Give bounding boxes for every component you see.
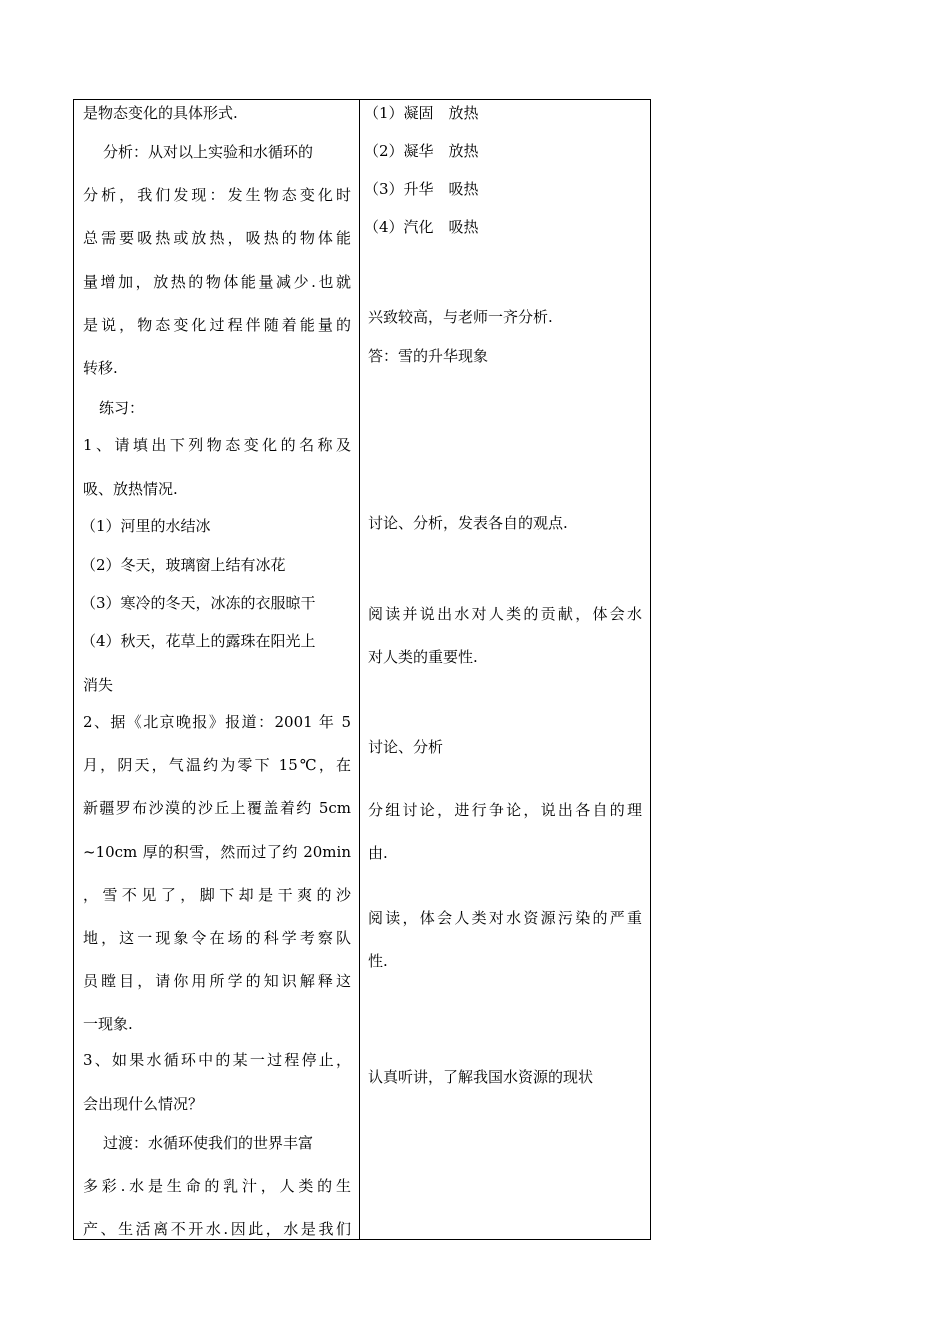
lesson-table <box>73 99 651 1240</box>
text-line: 由. <box>368 844 388 862</box>
text-line: 多彩.水是生命的乳汁，人类的生 <box>83 1177 351 1195</box>
text-line: 3、如果水循环中的某一过程停止， <box>83 1051 351 1069</box>
text-line: 阅读，体会人类对水资源污染的严重 <box>368 909 642 927</box>
text-line: （3）寒冷的冬天，冰冻的衣服晾干 <box>81 594 316 612</box>
text-line: 产、生活离不开水.因此，水是我们 <box>83 1220 351 1238</box>
text-line: 兴致较高，与老师一齐分析. <box>368 308 553 326</box>
text-line: ~10cm 厚的积雪，然而过了约 20min <box>83 843 351 861</box>
text-line: 分析：从对以上实验和水循环的 <box>103 143 314 161</box>
text-line: （2）凝华 放热 <box>364 142 479 160</box>
text-line: （4）汽化 吸热 <box>364 218 479 236</box>
text-line: 认真听讲，了解我国水资源的现状 <box>368 1068 594 1086</box>
text-line: 性. <box>368 952 388 970</box>
text-line: 新疆罗布沙漠的沙丘上覆盖着约 5cm <box>83 799 351 817</box>
text-line: ，雪不见了，脚下却是干爽的沙 <box>83 886 351 904</box>
text-line: （3）升华 吸热 <box>364 180 479 198</box>
text-line: 阅读并说出水对人类的贡献，体会水 <box>368 605 642 623</box>
text-line: 吸、放热情况. <box>83 480 178 498</box>
text-line: 1、请填出下列物态变化的名称及 <box>83 436 351 454</box>
text-line: 讨论、分析 <box>368 738 444 756</box>
text-line: 地，这一现象令在场的科学考察队 <box>83 929 351 947</box>
text-line: 是说，物态变化过程伴随着能量的 <box>83 316 351 334</box>
text-line: 是物态变化的具体形式. <box>83 104 238 122</box>
text-line: 对人类的重要性. <box>368 648 478 666</box>
text-line: 过渡：水循环使我们的世界丰富 <box>103 1134 314 1152</box>
column-divider <box>359 100 360 1239</box>
text-line: 总需要吸热或放热，吸热的物体能 <box>83 229 351 247</box>
text-line: 分析，我们发现：发生物态变化时 <box>83 186 351 204</box>
text-line: （2）冬天，玻璃窗上结有冰花 <box>81 556 286 574</box>
text-line: 讨论、分析，发表各自的观点. <box>368 514 568 532</box>
text-line: 分组讨论，进行争论，说出各自的理 <box>368 801 642 819</box>
text-line: （1）河里的水结冰 <box>81 517 211 535</box>
text-line: 转移. <box>83 359 118 377</box>
text-line: 练习： <box>99 399 145 417</box>
text-line: 消失 <box>83 676 114 694</box>
text-line: 答：雪的升华现象 <box>368 347 489 365</box>
text-line: （4）秋天，花草上的露珠在阳光上 <box>81 632 316 650</box>
text-line: （1）凝固 放热 <box>364 104 479 122</box>
text-line: 员瞠目，请你用所学的知识解释这 <box>83 972 351 990</box>
text-line: 月，阴天，气温约为零下 15℃，在 <box>83 756 351 774</box>
text-line: 2、据《北京晚报》报道：2001 年 5 <box>83 713 351 731</box>
text-line: 一现象. <box>83 1015 133 1033</box>
text-line: 会出现什么情况？ <box>83 1095 204 1113</box>
text-line: 量增加，放热的物体能量减少.也就 <box>83 273 351 291</box>
